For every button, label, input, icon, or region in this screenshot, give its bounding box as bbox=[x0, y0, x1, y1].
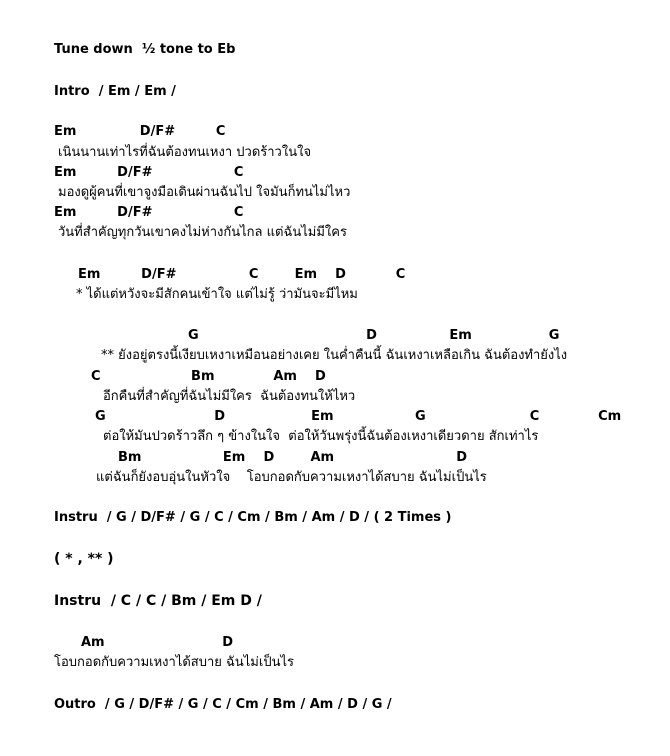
verse-chords-3: Em D/F# C bbox=[54, 205, 244, 220]
prechorus-chords: Em D/F# C Em D C bbox=[78, 267, 406, 282]
ending-lyric: โอบกอดกับความเหงาได้สบาย ฉันไม่เป็นไร bbox=[54, 655, 294, 670]
verse-lyric-2: มองดูผู้คนที่เขาจูงมือเดินผ่านฉันไป ใจมันก็ทนไม่ไหว bbox=[58, 185, 351, 200]
chorus-lyric-2: อีกคืนที่สำคัญที่ฉันไม่มีใคร ฉันต้องทนให้ไหว bbox=[103, 389, 356, 404]
intro-line: Intro / Em / Em / bbox=[54, 84, 176, 99]
instru-line-2: Instru / C / C / Bm / Em D / bbox=[54, 593, 262, 609]
ending-chords: Am D bbox=[81, 635, 234, 650]
outro-line: Outro / G / D/F# / G / C / Cm / Bm / Am / D / G / bbox=[54, 697, 392, 712]
chorus-lyric-1: ** ยังอยู่ตรงนี้เงียบเหงาเหมือนอย่างเคย ในค่ำคืนนี้ ฉันเหงาเหลือเกิน ฉันต้องทำยังไง bbox=[101, 348, 568, 363]
instru-line-1: Instru / G / D/F# / G / C / Cm / Bm / Am / D / ( 2 Times ) bbox=[54, 510, 452, 525]
chorus-chords-1: G D Em G bbox=[188, 328, 560, 343]
verse-lyric-3: วันที่สำคัญทุกวันเขาคงไม่ห่างกันไกล แต่ฉันไม่มีใคร bbox=[58, 225, 347, 240]
prechorus-lyric: * ได้แต่หวังจะมีสักคนเข้าใจ แต่ไม่รู้ ว่ามันจะมีไหม bbox=[76, 287, 358, 302]
chorus-chords-4: Bm Em D Am D bbox=[118, 450, 468, 465]
verse-lyric-1: เนินนานเท่าไรที่ฉันต้องทนเหงา ปวดร้าวในใจ bbox=[58, 145, 312, 160]
chorus-chords-2: C Bm Am D bbox=[91, 369, 326, 384]
chorus-chords-3: G D Em G C Cm bbox=[95, 409, 622, 424]
chorus-lyric-4: แต่ฉันก็ยังอบอุ่นในหัวใจ โอบกอดกับความเหงาได้สบาย ฉันไม่เป็นไร bbox=[96, 470, 487, 485]
tuning-note: Tune down ½ tone to Eb bbox=[54, 42, 236, 57]
repeat-marker: ( * , ** ) bbox=[54, 551, 114, 567]
verse-chords-1: Em D/F# C bbox=[54, 124, 226, 139]
chorus-lyric-3: ต่อให้มันปวดร้าวลึก ๆ ข้างในใจ ต่อให้วันพรุ่งนี้ฉันต้องเหงาเดียวดาย สักเท่าไร bbox=[103, 429, 539, 444]
verse-chords-2: Em D/F# C bbox=[54, 165, 244, 180]
